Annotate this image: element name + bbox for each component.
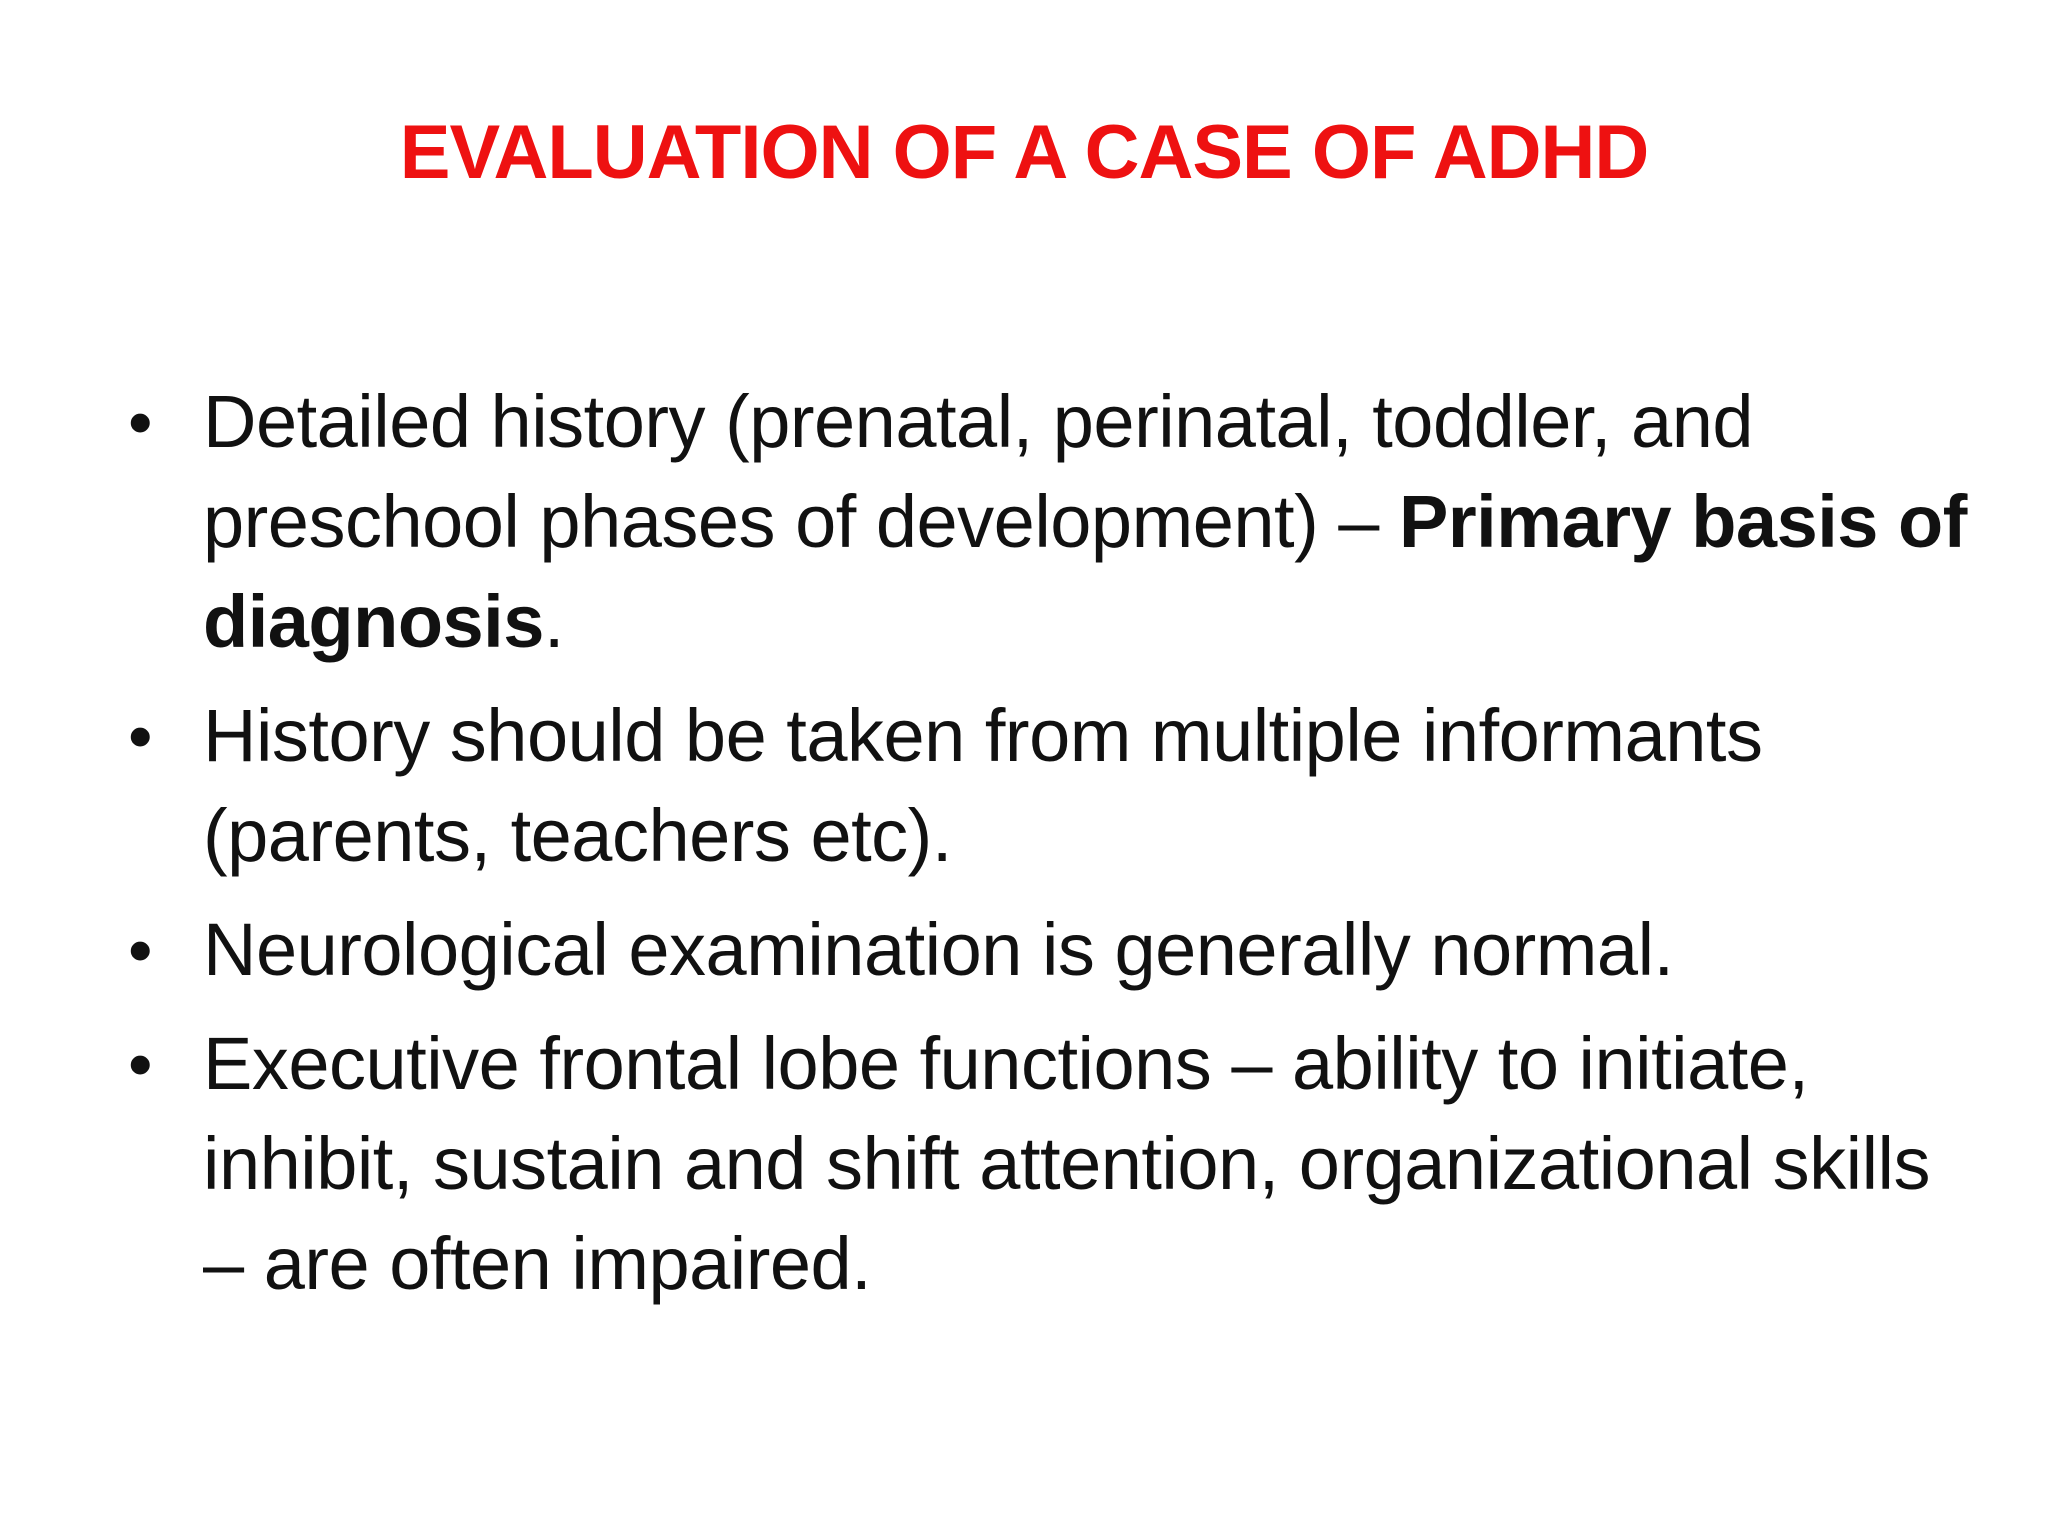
bullet-text-after: . (543, 580, 564, 663)
slide-title: EVALUATION OF A CASE OF ADHD (399, 110, 1649, 195)
bullet-item-executive (128, 1014, 1988, 1314)
bullet-item-history (128, 372, 1988, 672)
bullet-text-before: Detailed history (prenatal, perinatal, toddler, and preschool phases of development) – (203, 380, 1753, 563)
bullet-text (203, 372, 1988, 672)
bullet-emphasis: Primary basis of diagnosis (203, 480, 1967, 663)
bullet-text: History should be taken from multiple informants (parents, teachers etc). (203, 694, 1763, 877)
bullet-icon: • (128, 697, 153, 775)
bullet-text: Neurological examination is generally normal. (203, 908, 1674, 991)
bullet-text: Executive frontal lobe functions – ability to initiate, inhibit, sustain and shift attention, organizational skills – are often impaired. (203, 1022, 1930, 1305)
bullet-list (128, 372, 1988, 1328)
bullet-item-neurological (128, 900, 1988, 1000)
bullet-item-informants (128, 686, 1988, 886)
bullet-icon: • (128, 911, 153, 989)
bullet-icon: • (128, 1025, 153, 1103)
bullet-icon: • (128, 383, 153, 461)
